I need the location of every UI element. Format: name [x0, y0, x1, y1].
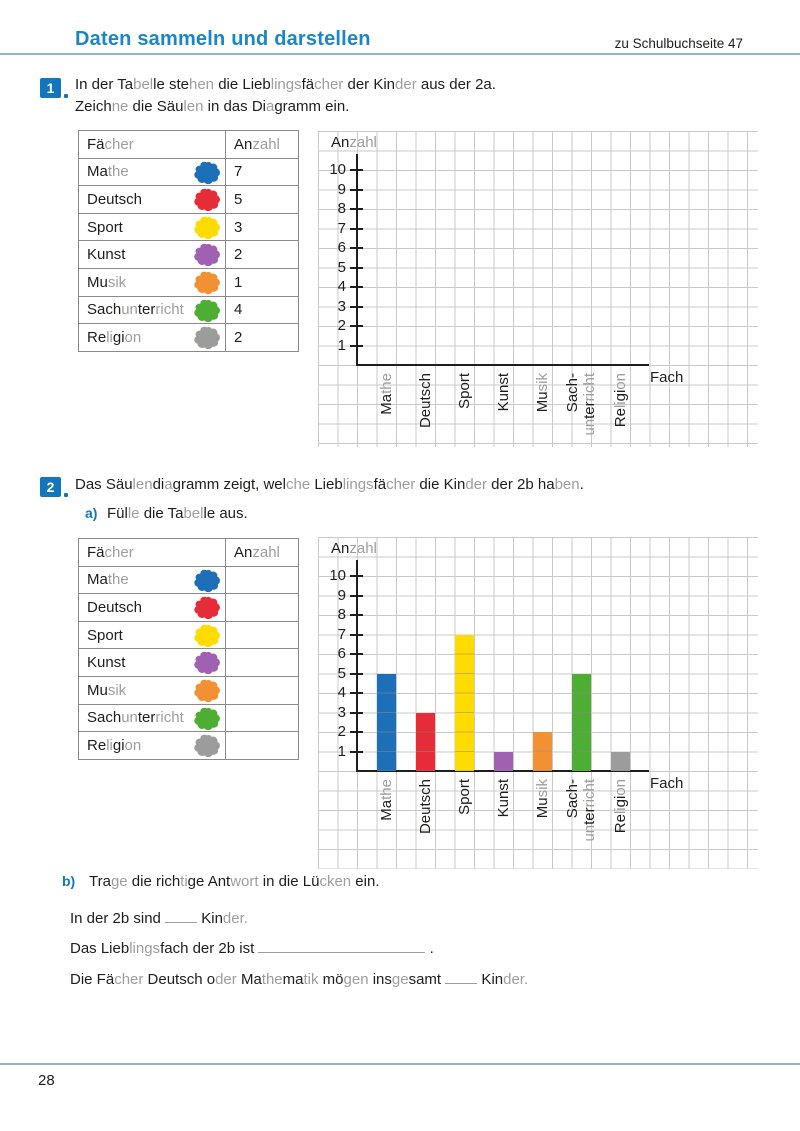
count-cell[interactable] — [226, 705, 298, 732]
subject-label: Mathe — [87, 163, 129, 181]
subject-label: Deutsch — [87, 598, 143, 616]
tick-label-8: 8 — [337, 200, 346, 217]
exercise1-number: 1 — [46, 80, 55, 96]
subject-cell — [79, 677, 226, 704]
subject-cell — [79, 732, 226, 759]
subject-label: Religion — [87, 328, 142, 346]
bar-kunst — [494, 752, 514, 772]
category-label-sport: Sport — [455, 779, 473, 815]
table-row-mathe — [79, 566, 298, 594]
subject-label: Kunst — [87, 654, 126, 672]
table-header-row — [79, 539, 298, 566]
subject-cell — [79, 567, 226, 594]
subject-label: Sachunterricht — [87, 709, 184, 727]
bar-sport — [455, 635, 475, 772]
table-row-kunst — [79, 648, 298, 676]
table-row-sport — [79, 621, 298, 649]
category-label-kunst: Kunst — [494, 779, 512, 818]
count-cell: 5 — [234, 190, 243, 208]
favorites-table-2b — [78, 538, 299, 760]
subject-cell — [79, 705, 226, 732]
axis-tick — [350, 169, 363, 171]
exercise1-number-badge — [40, 78, 61, 98]
category-label-religion: Religion — [611, 373, 629, 428]
exercise1-intro — [75, 74, 715, 119]
axis-tick — [350, 345, 363, 347]
axis-tick — [350, 575, 363, 577]
subject-cell — [79, 324, 226, 351]
subject-cell — [79, 186, 226, 213]
tick-label-2: 2 — [337, 317, 346, 334]
bar-chart-2b — [318, 537, 758, 869]
exercise2-number-badge — [40, 477, 61, 497]
tick-label-4: 4 — [337, 278, 346, 295]
table-row-deutsch — [79, 593, 298, 621]
subject-color-blob-icon — [192, 188, 222, 212]
subject-color-blob-icon — [192, 216, 222, 240]
axis-tick — [350, 267, 363, 269]
axis-tick — [350, 228, 363, 230]
count-cell[interactable] — [226, 649, 298, 676]
axis-tick — [350, 634, 363, 636]
subject-color-blob-icon — [192, 161, 222, 185]
count-column-header: An zahl — [234, 135, 280, 153]
fill-in-blank[interactable] — [165, 910, 197, 923]
count-cell[interactable] — [226, 567, 298, 594]
axis-tick — [350, 712, 363, 714]
count-cell: 2 — [234, 246, 243, 264]
category-label-religion: Religion — [611, 779, 629, 834]
count-column-header: An zahl — [234, 543, 280, 561]
bar-sachunterricht — [572, 674, 592, 772]
axis-tick — [350, 286, 363, 288]
xlabel-fach: Fach — [650, 775, 684, 792]
exercise2-number: 2 — [46, 479, 55, 495]
category-label-sachunterricht: Sach- unterricht — [564, 779, 599, 842]
empty-diagram-grid-2a[interactable] — [318, 131, 758, 447]
category-label-kunst: Kunst — [494, 373, 512, 412]
tick-label-7: 7 — [337, 625, 346, 643]
tick-label-3: 3 — [337, 703, 346, 721]
y-axis-line — [356, 154, 358, 366]
tick-label-5: 5 — [337, 664, 346, 682]
table-row-religion — [79, 731, 298, 759]
count-cell: 7 — [234, 163, 243, 181]
subject-cell — [79, 297, 226, 324]
subject-label: Musik — [87, 273, 127, 291]
count-cell: 2 — [234, 328, 243, 346]
tick-label-1: 1 — [337, 336, 346, 354]
bar-deutsch — [416, 713, 436, 772]
exercise2a-label: a) — [85, 505, 98, 521]
schoolbook-page-reference: zu Schulbuchseite 47 — [614, 36, 743, 51]
table-row-musik — [79, 676, 298, 704]
tick-label-2: 2 — [337, 723, 346, 740]
category-label-mathe: Mathe — [377, 373, 395, 415]
category-label-sachunterricht: Sach- unterricht — [564, 373, 599, 436]
exercise1-badge-dot — [64, 94, 68, 98]
category-label-deutsch: Deutsch — [416, 779, 434, 835]
subjects-column-header: Fä cher — [79, 539, 226, 566]
tick-label-5: 5 — [337, 258, 346, 276]
exercise2-intro — [75, 474, 755, 496]
category-label-mathe: Mathe — [377, 779, 395, 821]
subject-color-blob-icon — [192, 326, 222, 350]
subject-color-blob-icon — [192, 596, 222, 620]
subject-label: Sport — [87, 626, 123, 644]
tick-label-9: 9 — [337, 586, 346, 604]
table-row-sport — [79, 213, 298, 241]
subject-cell — [79, 214, 226, 241]
table-row-kunst — [79, 240, 298, 268]
subject-label: Kunst — [87, 246, 126, 264]
favorites-table-2a — [78, 130, 299, 352]
exercise1-intro-line1: In der Tabelle stehen die Lieblingsfächer der Kinder aus der 2a. — [75, 76, 496, 93]
table-header-row — [79, 131, 298, 158]
subject-cell — [79, 594, 226, 621]
fill-sentence-3: Die Fächer Deutsch oder Mathematik mögen insgesamt Kinder. — [70, 971, 529, 988]
exercise2a-text: Fülle die Tabelle aus. — [107, 505, 248, 522]
page-title: Daten sammeln und darstellen — [75, 28, 371, 50]
tick-label-4: 4 — [337, 684, 346, 701]
table-row-sachunterricht — [79, 704, 298, 732]
y-axis-line — [356, 560, 358, 772]
axis-tick — [350, 208, 363, 210]
axis-tick — [350, 325, 363, 327]
table-row-deutsch — [79, 185, 298, 213]
axis-tick — [350, 189, 363, 191]
tick-label-7: 7 — [337, 219, 346, 237]
subject-cell — [79, 269, 226, 296]
bar-mathe — [377, 674, 397, 772]
subject-color-blob-icon — [192, 243, 222, 267]
subject-color-blob-icon — [192, 624, 222, 648]
subject-label: Mathe — [87, 571, 129, 589]
tick-label-8: 8 — [337, 606, 346, 623]
count-cell[interactable] — [226, 732, 298, 759]
tick-label-10: 10 — [329, 567, 346, 584]
bar-religion — [611, 752, 631, 772]
bar-musik — [533, 732, 553, 771]
subject-label: Religion — [87, 736, 142, 754]
count-cell: 3 — [234, 218, 243, 236]
ylabel-anzahl: Anzahl — [331, 540, 377, 557]
page-number: 28 — [38, 1072, 55, 1089]
tick-label-9: 9 — [337, 180, 346, 198]
subject-color-blob-icon — [192, 569, 222, 593]
subject-cell — [79, 159, 226, 186]
exercise2b-text: Trage die richtige Antwort in die Lücken ein. — [89, 873, 380, 890]
table-row-musik — [79, 268, 298, 296]
x-axis-line — [357, 364, 649, 366]
subject-label: Sachunterricht — [87, 301, 184, 319]
subject-color-blob-icon — [192, 679, 222, 703]
exercise1-intro-line2: Zeichne die Säulen in das Diagramm ein. — [75, 98, 350, 116]
tick-label-6: 6 — [337, 645, 346, 662]
fill-sentence-2: Das Lieblingsfach der 2b ist . — [70, 940, 434, 957]
category-label-deutsch: Deutsch — [416, 373, 434, 429]
subject-color-blob-icon — [192, 707, 222, 731]
fill-in-blank[interactable] — [445, 971, 477, 984]
axis-tick — [350, 306, 363, 308]
xlabel-fach: Fach — [650, 369, 684, 386]
footer-rule — [0, 1063, 800, 1065]
axis-tick — [350, 673, 363, 675]
table-row-mathe — [79, 158, 298, 186]
exercise2b-label: b) — [62, 873, 76, 889]
axis-tick — [350, 595, 363, 597]
tick-label-10: 10 — [329, 161, 346, 178]
subject-label: Deutsch — [87, 190, 143, 208]
subject-cell — [79, 649, 226, 676]
axis-tick — [350, 653, 363, 655]
axis-tick — [350, 751, 363, 753]
count-cell[interactable] — [226, 677, 298, 704]
table-row-religion — [79, 323, 298, 351]
subject-label: Sport — [87, 218, 123, 236]
category-label-musik: Musik — [533, 779, 551, 819]
axis-tick — [350, 692, 363, 694]
count-cell[interactable] — [226, 594, 298, 621]
category-label-musik: Musik — [533, 373, 551, 413]
subject-color-blob-icon — [192, 651, 222, 675]
tick-label-6: 6 — [337, 239, 346, 256]
count-cell: 4 — [234, 301, 243, 319]
ylabel-anzahl: Anzahl — [331, 134, 377, 151]
count-cell: 1 — [234, 273, 243, 291]
fill-sentence-1: In der 2b sind Kinder. — [70, 910, 248, 927]
subject-label: Musik — [87, 681, 127, 699]
subject-color-blob-icon — [192, 734, 222, 758]
axis-tick — [350, 614, 363, 616]
subject-color-blob-icon — [192, 299, 222, 323]
fill-in-blank[interactable] — [258, 940, 425, 953]
tick-label-1: 1 — [337, 742, 346, 760]
exercise2-intro-line1: Das Säulendiagramm zeigt, welche Lieblingsfächer die Kinder der 2b haben. — [75, 476, 584, 493]
subject-cell — [79, 622, 226, 649]
tick-label-3: 3 — [337, 297, 346, 315]
exercise2-badge-dot — [64, 493, 68, 497]
axis-tick — [350, 731, 363, 733]
subjects-column-header: Fä cher — [79, 131, 226, 158]
subject-cell — [79, 241, 226, 268]
header-rule — [0, 53, 800, 55]
subject-color-blob-icon — [192, 271, 222, 295]
axis-tick — [350, 247, 363, 249]
count-cell[interactable] — [226, 622, 298, 649]
table-row-sachunterricht — [79, 296, 298, 324]
category-label-sport: Sport — [455, 373, 473, 409]
